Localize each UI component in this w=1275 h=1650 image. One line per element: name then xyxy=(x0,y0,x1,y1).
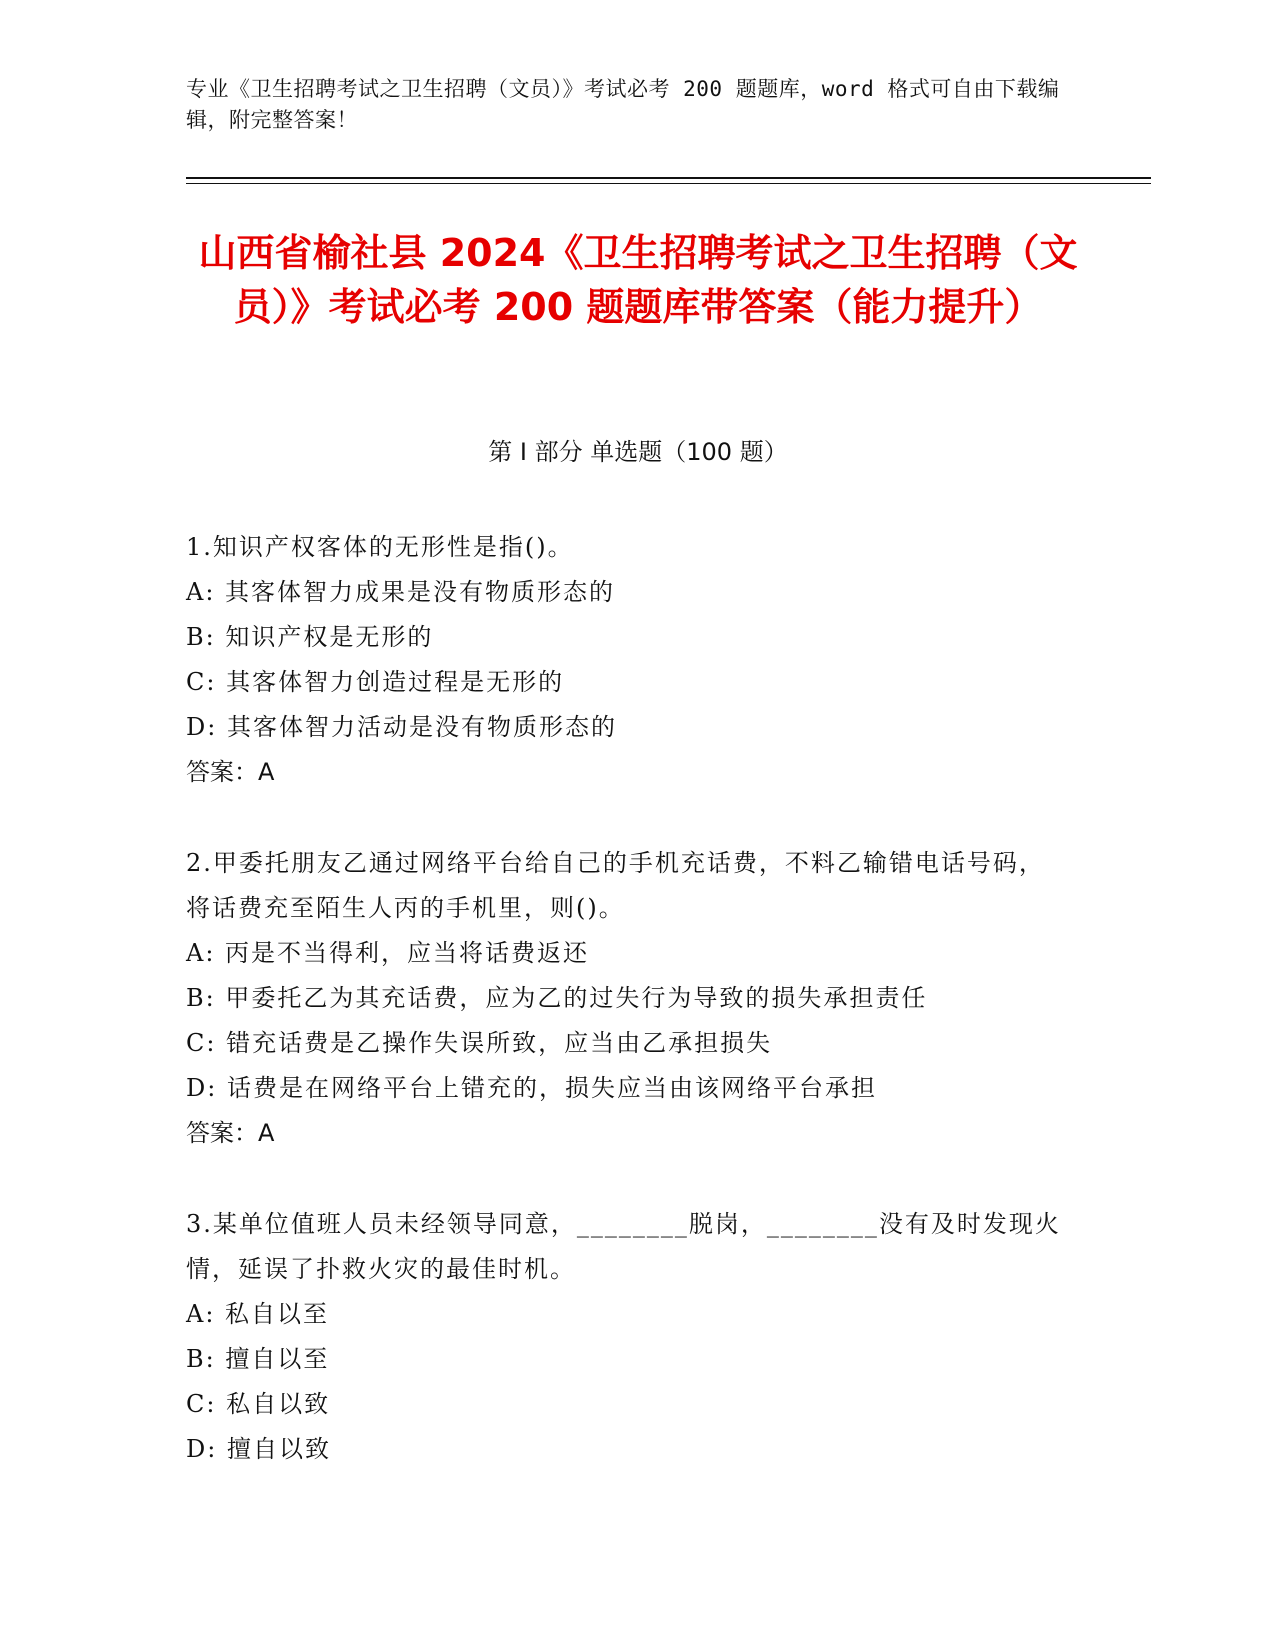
option-d: D: 话费是在网络平台上错充的，损失应当由该网络平台承担 xyxy=(186,1074,877,1102)
option-b: B: 擅自以至 xyxy=(186,1345,330,1373)
section-heading: 第 I 部分 单选题（100 题） xyxy=(488,438,788,466)
document-title: 山西省榆社县 2024《卫生招聘考试之卫生招聘（文员）》考试必考 200 题题库带答案（能力提升） xyxy=(198,231,1078,329)
option-a: A: 私自以至 xyxy=(186,1300,330,1328)
answer: 答案：A xyxy=(186,1119,275,1147)
question-1 xyxy=(186,525,1066,795)
answer: 答案：A xyxy=(186,758,275,786)
option-d: D: 擅自以致 xyxy=(186,1435,331,1463)
header-divider-thin xyxy=(186,183,1151,184)
option-d: D: 其客体智力活动是没有物质形态的 xyxy=(186,713,617,741)
question-3 xyxy=(186,1202,1066,1472)
option-a: A: 其客体智力成果是没有物质形态的 xyxy=(186,578,616,606)
header-note: 专业《卫生招聘考试之卫生招聘（文员）》考试必考 200 题题库，word 格式可自由下载编辑，附完整答案！ xyxy=(186,77,1060,132)
option-c: C: 错充话费是乙操作失误所致，应当由乙承担损失 xyxy=(186,1029,773,1057)
header-divider-thick xyxy=(186,177,1151,179)
question-stem: 1.知识产权客体的无形性是指()。 xyxy=(186,533,574,561)
question-list xyxy=(186,525,1066,1518)
option-b: B: 知识产权是无形的 xyxy=(186,623,434,651)
question-stem: 3.某单位值班人员未经领导同意，________脱岗，________没有及时发现火情，延误了扑救火灾的最佳时机。 xyxy=(186,1210,1061,1283)
question-2 xyxy=(186,841,1066,1156)
option-c: C: 其客体智力创造过程是无形的 xyxy=(186,668,565,696)
option-b: B: 甲委托乙为其充话费，应为乙的过失行为导致的损失承担责任 xyxy=(186,984,928,1012)
option-a: A: 丙是不当得利，应当将话费返还 xyxy=(186,939,590,967)
option-c: C: 私自以致 xyxy=(186,1390,331,1418)
question-stem: 2.甲委托朋友乙通过网络平台给自己的手机充话费，不料乙输错电话号码，将话费充至陌生人丙的手机里，则()。 xyxy=(186,849,1045,922)
